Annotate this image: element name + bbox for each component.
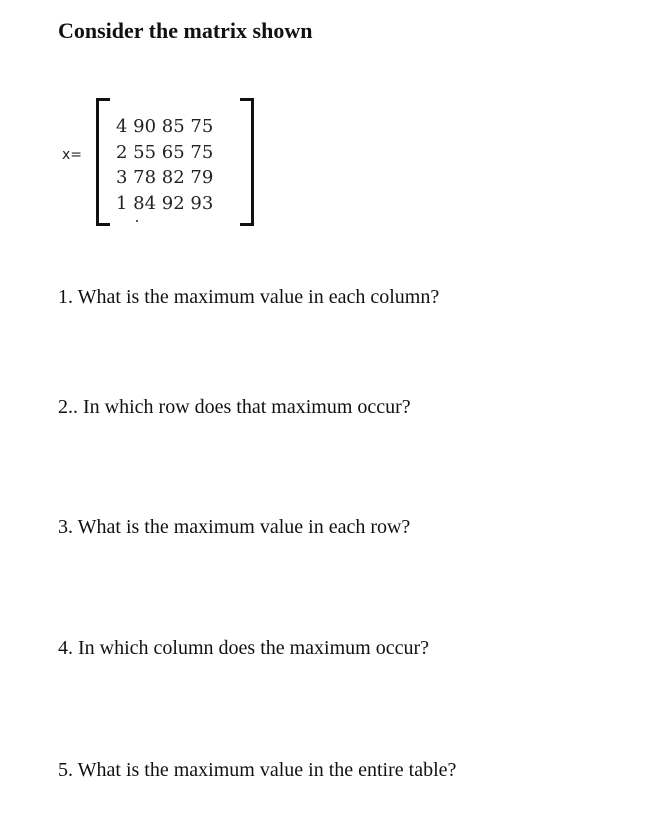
matrix-rows — [116, 114, 213, 216]
matrix-left-bracket — [96, 98, 110, 226]
matrix-variable-label: x= — [62, 147, 83, 163]
question-5: 5. What is the maximum value in the entire table? — [58, 759, 457, 781]
matrix-x — [58, 98, 268, 230]
matrix-row-3: 3 78 82 79 — [116, 167, 214, 188]
page-heading: Consider the matrix shown — [58, 18, 313, 43]
matrix-row-2: 2 55 65 75 — [116, 141, 214, 163]
question-3: 3. What is the maximum value in each row? — [58, 516, 411, 538]
matrix-row-4: 1 84 92 93 — [116, 192, 214, 214]
matrix-right-bracket — [240, 98, 254, 226]
stray-dot — [136, 220, 138, 222]
question-4: 4. In which column does the maximum occur? — [58, 637, 430, 659]
question-1: 1. What is the maximum value in each column? — [58, 286, 440, 308]
question-2: 2.. In which row does that maximum occur? — [58, 396, 411, 418]
matrix-row-1: 4 90 85 75 — [116, 116, 214, 137]
